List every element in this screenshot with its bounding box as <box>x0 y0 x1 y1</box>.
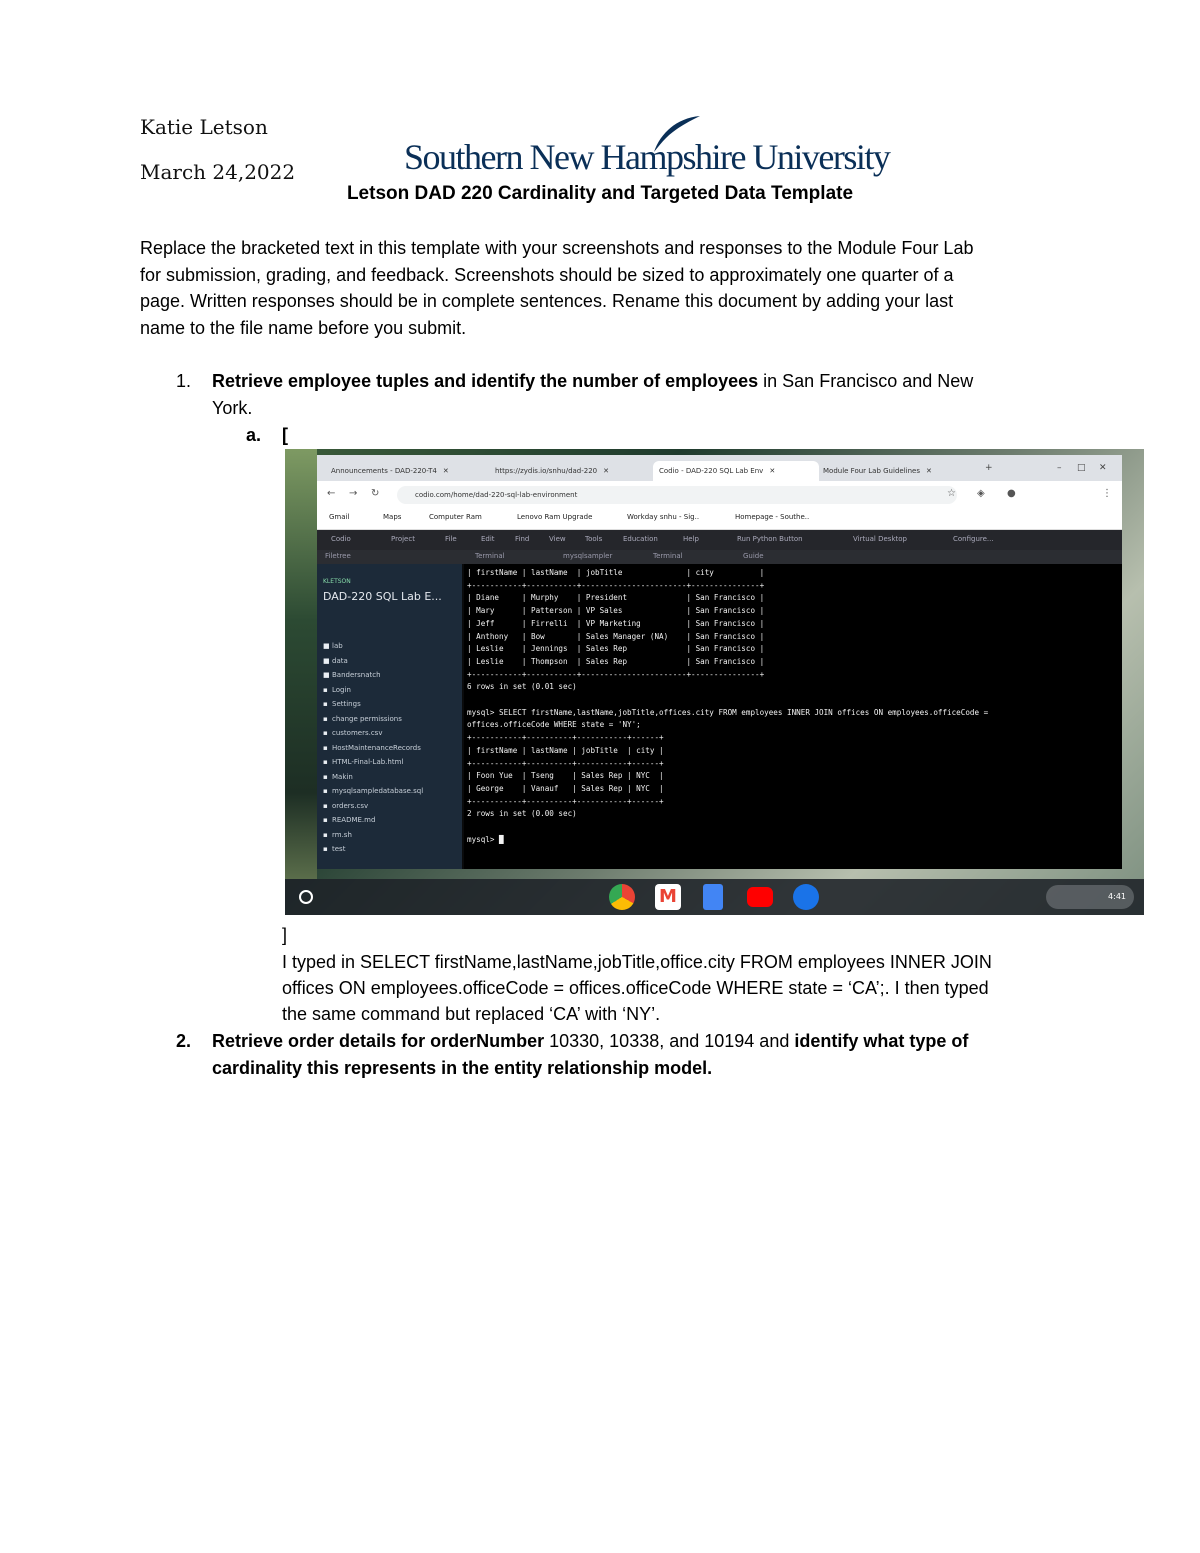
file-tree-label: mysqlsampledatabase.sql <box>332 787 424 795</box>
answer-line: the same command but replaced ‘CA’ with ‘NY’. <box>282 1004 661 1024</box>
file-icon: ▪ <box>323 743 328 752</box>
file-tree-label: change permissions <box>332 714 402 723</box>
forward-icon[interactable]: → <box>349 488 358 499</box>
ide-menu-item[interactable]: File <box>445 535 457 543</box>
back-icon[interactable]: ← <box>327 488 336 499</box>
status-tray[interactable] <box>1046 885 1134 909</box>
ide-menu-item[interactable]: Run Python Button <box>737 535 803 543</box>
question-bold-text: Retrieve employee tuples and identify the number of employees <box>212 371 759 391</box>
address-bar[interactable]: codio.com/home/dad-220-sql-lab-environment <box>397 486 957 504</box>
terminal[interactable] <box>464 564 1122 869</box>
file-icon: ▪ <box>323 801 328 810</box>
file-icon: ▪ <box>323 830 328 839</box>
chromeos-shelf <box>285 879 1144 915</box>
question-number: 2. <box>176 1031 192 1051</box>
desktop-wallpaper <box>285 449 317 879</box>
file-tree-item[interactable] <box>323 729 382 737</box>
question-text-continued: York. <box>212 397 253 418</box>
answer-text <box>282 949 1062 1027</box>
ide-menu-item[interactable]: Help <box>683 535 699 543</box>
file-tree-label: Settings <box>332 700 361 708</box>
folder-icon: ■ <box>323 656 330 665</box>
bookmark-item[interactable]: Homepage - Southe.. <box>735 513 810 521</box>
file-icon: ▪ <box>323 845 328 853</box>
file-tree-item[interactable] <box>323 744 421 752</box>
subitem-label: a. <box>246 425 262 445</box>
file-tree-label: customers.csv <box>332 729 383 737</box>
ide-menu-item[interactable]: Project <box>391 535 415 543</box>
university-name: Southern New Hampshire University <box>404 137 890 177</box>
profile-icon[interactable]: ● <box>1007 488 1016 499</box>
folder-icon: ■ <box>323 671 330 679</box>
file-tree-label: HostMaintenanceRecords <box>332 743 421 752</box>
university-logo <box>402 114 890 182</box>
file-icon: ▪ <box>323 787 328 795</box>
file-icon: ▪ <box>323 700 328 708</box>
document-title: Letson DAD 220 Cardinality and Targeted Data Template <box>346 183 854 204</box>
browser-tab-active[interactable]: Codio - DAD-220 SQL Lab Env ✕ <box>653 461 819 481</box>
bookmark-item[interactable]: Maps <box>383 513 402 521</box>
file-tree-label: HTML-Final-Lab.html <box>332 758 404 766</box>
chrome-icon[interactable] <box>609 884 635 910</box>
file-tree-label: Makin <box>332 772 353 781</box>
ide-menu-item[interactable]: Configure... <box>953 535 994 543</box>
terminal-output: | firstName | lastName | jobTitle | city | +-----------+-----------+-----------------------+---------------+ | Diane | Murphy | President | San Francisco | | Mary | Patterson | VP Sales | San Francisco | | Jeff | Firrelli | VP Marketing | San Francisco | | Anthony | Bow | Sales Manager (NA) | San Francisco | | Leslie | Jennings | Sales Rep | San Francisco | | Leslie | Thompson | Sales Rep | San Francisco | +-----------+-----------+-----------------------+---------------+ 6 rows in set (0.01 sec) mysql> SELECT firstName,lastName,jobTitle,offices.city FROM employees INNER JOIN offices ON employees.officeCode = offices.officeCode WHERE state = 'NY'; +-----------+----------+-----------+------+ | firstName | lastName | jobTitle | city | +-----------+----------+-----------+------+ | Foon Yue | Tseng | Sales Rep | NYC | | George | Vanauf | Sales Rep | NYC | +-----------+----------+-----------+------+ 2 rows in set (0.00 sec) mysql> █ <box>467 568 989 844</box>
bookmark-item[interactable]: Gmail <box>329 513 350 521</box>
bookmarks-bar <box>317 509 1122 530</box>
file-icon: ▪ <box>323 685 328 694</box>
files-icon[interactable] <box>793 884 819 910</box>
file-tree-item[interactable] <box>323 642 343 650</box>
file-icon: ▪ <box>323 729 328 737</box>
ide-menu-item[interactable]: View <box>549 535 566 543</box>
question-bold-text: cardinality this represents in the entity relationship model. <box>212 1057 713 1078</box>
file-tree-item[interactable] <box>323 715 402 723</box>
ide-tabbar <box>317 550 1122 564</box>
maximize-icon[interactable]: □ <box>1077 463 1086 473</box>
file-tree-item[interactable] <box>323 686 351 694</box>
file-tree-item[interactable] <box>323 758 403 766</box>
open-bracket: [ <box>282 425 288 445</box>
instructions-line: name to the file name before you submit. <box>140 317 467 338</box>
folder-icon: ■ <box>323 642 330 650</box>
ide-menu-item[interactable]: Edit <box>481 535 495 543</box>
bookmark-star-icon[interactable]: ☆ <box>947 488 956 499</box>
ide-menubar <box>317 530 1122 550</box>
document-date: March 24,2022 <box>140 160 296 184</box>
youtube-icon[interactable] <box>747 887 773 907</box>
close-icon[interactable]: ✕ <box>1099 463 1107 473</box>
file-icon: ▪ <box>323 816 328 824</box>
menu-icon[interactable]: ⋮ <box>1102 488 1112 499</box>
extensions-icon[interactable]: ◈ <box>977 488 985 499</box>
ide-menu-item[interactable]: Tools <box>585 535 603 543</box>
launcher-icon[interactable] <box>299 890 313 904</box>
project-owner: KLETSON <box>323 578 351 585</box>
file-icon: ▪ <box>323 714 328 723</box>
author-name: Katie Letson <box>140 115 268 139</box>
browser-window <box>317 455 1122 869</box>
file-tree-item[interactable] <box>323 787 423 795</box>
file-tree <box>317 564 462 869</box>
file-tree-label: orders.csv <box>332 801 369 810</box>
instructions-line: Replace the bracketed text in this template with your screenshots and responses to the Module Four Lab <box>140 238 974 258</box>
question-number: 1. <box>176 371 192 391</box>
ide-tab[interactable]: Filetree <box>325 552 351 560</box>
file-tree-label: lab <box>332 642 343 650</box>
question-bold-text: identify what type of <box>794 1031 969 1051</box>
file-tree-item[interactable] <box>323 845 345 853</box>
file-icon: ▪ <box>323 758 328 766</box>
instructions-paragraph <box>140 235 1065 341</box>
browser-toolbar <box>317 481 1122 509</box>
file-tree-label: data <box>332 656 348 665</box>
ide-menu-item[interactable]: Find <box>515 535 530 543</box>
file-tree-item[interactable] <box>323 802 368 810</box>
question-bold-text: Retrieve order details for orderNumber <box>212 1031 545 1051</box>
file-tree-item[interactable] <box>323 831 352 839</box>
browser-tab[interactable]: Announcements - DAD-220-T4 ✕ <box>331 467 449 475</box>
docs-icon[interactable] <box>703 884 723 910</box>
clock: 4:41 <box>1108 892 1126 901</box>
new-tab-icon[interactable]: + <box>985 463 993 473</box>
screenshot-image <box>285 449 1144 915</box>
ide-menu-item[interactable]: Education <box>623 535 658 543</box>
bookmark-item[interactable]: Workday snhu - Sig.. <box>627 513 700 521</box>
answer-line: I typed in SELECT firstName,lastName,jobTitle,office.city FROM employees INNER JOIN <box>282 952 992 972</box>
project-name: DAD-220 SQL Lab E... <box>323 590 442 603</box>
answer-line: offices ON employees.officeCode = offices.officeCode WHERE state = ‘CA’;. I then typed <box>282 978 989 998</box>
question-text: in San Francisco and New <box>758 371 974 391</box>
minimize-icon[interactable]: – <box>1057 463 1062 473</box>
file-tree-label: rm.sh <box>332 830 352 839</box>
file-tree-label: README.md <box>332 816 376 824</box>
reload-icon[interactable]: ↻ <box>371 488 380 499</box>
close-bracket: ] <box>282 925 288 945</box>
ide-tab[interactable]: mysqlsampler <box>563 552 613 560</box>
gmail-icon[interactable]: M <box>655 884 681 910</box>
file-tree-item[interactable] <box>323 816 375 824</box>
file-tree-item[interactable] <box>323 671 381 679</box>
ide-tab[interactable]: Terminal <box>475 552 505 560</box>
browser-tab[interactable]: Module Four Lab Guidelines ✕ <box>823 467 932 475</box>
file-icon: ▪ <box>323 772 328 781</box>
question-text: 10330, 10338, and 10194 and <box>544 1031 795 1051</box>
file-tree-label: Login <box>332 685 351 694</box>
file-tree-item[interactable] <box>323 700 361 708</box>
file-tree-item[interactable] <box>323 773 353 781</box>
instructions-line: page. Written responses should be in complete sentences. Rename this document by adding your last <box>140 291 954 311</box>
codio-ide <box>317 530 1122 869</box>
ide-tab[interactable]: Guide <box>743 552 764 560</box>
browser-tabstrip <box>317 455 1122 481</box>
question-1 <box>176 368 1072 421</box>
browser-tab[interactable]: https://zydis.io/snhu/dad-220 ✕ <box>495 467 610 475</box>
ide-tab[interactable]: Terminal <box>653 552 683 560</box>
file-tree-label: Bandersnatch <box>332 671 381 679</box>
ide-menu-item[interactable]: Virtual Desktop <box>853 535 907 543</box>
question-2 <box>176 1028 1072 1081</box>
file-tree-label: test <box>332 845 346 853</box>
ide-menu-item[interactable]: Codio <box>331 535 351 543</box>
bookmark-item[interactable]: Lenovo Ram Upgrade <box>517 513 593 521</box>
file-tree-item[interactable] <box>323 657 348 665</box>
bookmark-item[interactable]: Computer Ram <box>429 513 482 521</box>
instructions-line: for submission, grading, and feedback. Screenshots should be sized to approximately one quarter of a <box>140 264 954 285</box>
